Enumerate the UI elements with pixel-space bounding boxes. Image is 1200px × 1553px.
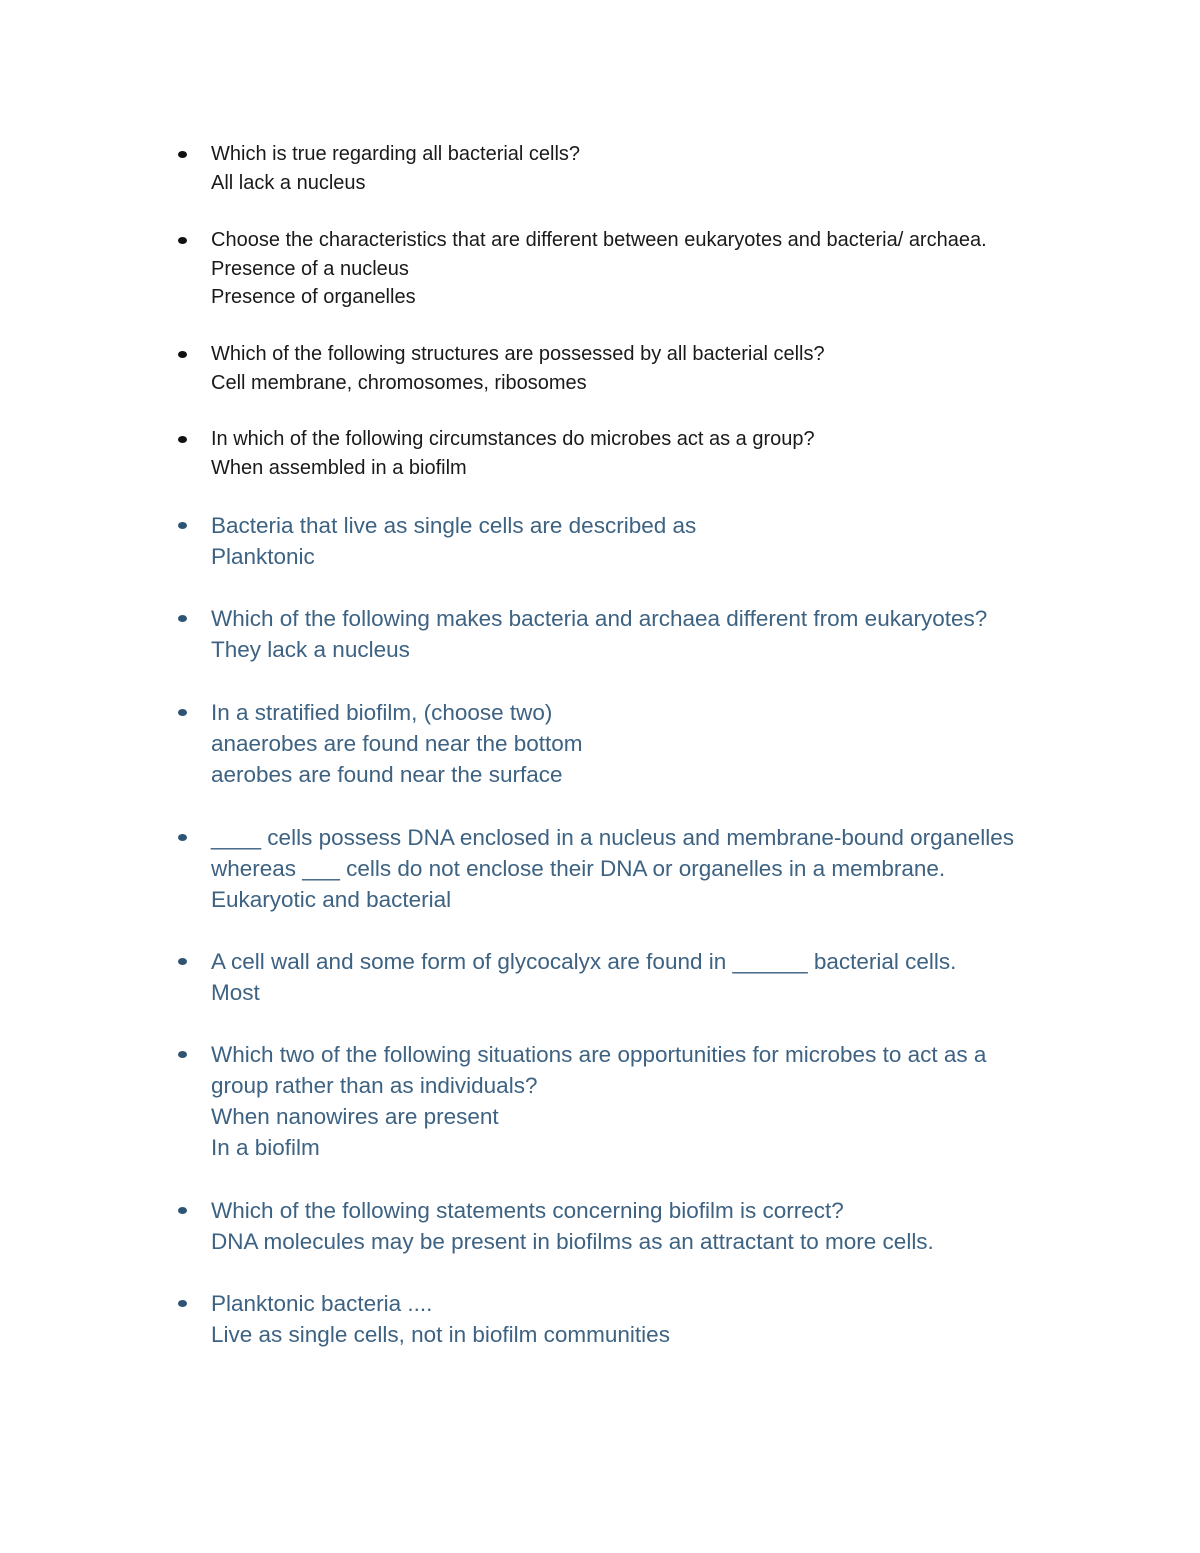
list-item — [211, 140, 1111, 197]
question-text: Which two of the following situations are opportunities for microbes to act as a — [211, 1042, 987, 1067]
answer-text: In a biofilm — [211, 1135, 320, 1160]
question-text: Bacteria that live as single cells are described as — [211, 513, 697, 538]
question-text: In which of the following circumstances do microbes act as a group? — [211, 428, 815, 450]
answer-text: Cell membrane, chromosomes, ribosomes — [211, 371, 587, 394]
list-item — [211, 340, 1111, 397]
answer-text: DNA molecules may be present in biofilms as an attractant to more cells. — [211, 1229, 934, 1254]
bullet-icon — [178, 709, 187, 716]
answer-text: Planktonic — [211, 544, 315, 569]
answer-text: When nanowires are present — [211, 1104, 499, 1129]
answer-text: All lack a nucleus — [211, 171, 366, 194]
list-item — [211, 697, 1111, 790]
list-item — [211, 510, 1111, 572]
list-item — [211, 822, 1111, 915]
question-text: Planktonic bacteria .... — [211, 1291, 433, 1316]
bullet-icon — [178, 834, 187, 841]
list-item — [211, 425, 1111, 482]
question-text: A cell wall and some form of glycocalyx are found in ______ bacterial cells. — [211, 949, 957, 974]
answer-text: When assembled in a biofilm — [211, 456, 467, 479]
question-text: whereas ___ cells do not enclose their DNA or organelles in a membrane. — [211, 856, 946, 881]
question-text: Which of the following statements concerning biofilm is correct? — [211, 1198, 844, 1223]
answer-text: aerobes are found near the surface — [211, 762, 563, 787]
bullet-icon — [178, 436, 187, 443]
list-item — [211, 226, 1111, 312]
list-item — [211, 1195, 1111, 1257]
bullet-icon — [178, 958, 187, 965]
bullet-icon — [178, 351, 187, 358]
bullet-icon — [178, 1207, 187, 1214]
list-item — [211, 1039, 1111, 1163]
question-text: In a stratified biofilm, (choose two) — [211, 700, 553, 725]
bullet-icon — [178, 151, 187, 158]
list-item — [211, 603, 1111, 665]
answer-text: Presence of a nucleus — [211, 257, 409, 280]
bullet-icon — [178, 522, 187, 529]
bullet-icon — [178, 615, 187, 622]
question-text: Which of the following structures are possessed by all bacterial cells? — [211, 343, 825, 365]
question-text: Choose the characteristics that are different between eukaryotes and bacteria/ archaea. — [211, 229, 987, 251]
question-text: Which of the following makes bacteria and archaea different from eukaryotes? — [211, 606, 988, 631]
answer-text: They lack a nucleus — [211, 637, 410, 662]
bullet-icon — [178, 237, 187, 244]
list-item — [211, 946, 1111, 1008]
bullet-icon — [178, 1051, 187, 1058]
answer-text: anaerobes are found near the bottom — [211, 731, 583, 756]
question-text: Which is true regarding all bacterial cells? — [211, 143, 581, 165]
answer-text: Eukaryotic and bacterial — [211, 887, 452, 912]
question-text: ____ cells possess DNA enclosed in a nucleus and membrane-bound organelles — [211, 825, 1014, 850]
list-item — [211, 1288, 1111, 1350]
answer-text: Most — [211, 980, 260, 1005]
answer-text: Live as single cells, not in biofilm communities — [211, 1322, 670, 1347]
question-text: group rather than as individuals? — [211, 1073, 538, 1098]
answer-text: Presence of organelles — [211, 286, 416, 308]
bullet-icon — [178, 1300, 187, 1307]
